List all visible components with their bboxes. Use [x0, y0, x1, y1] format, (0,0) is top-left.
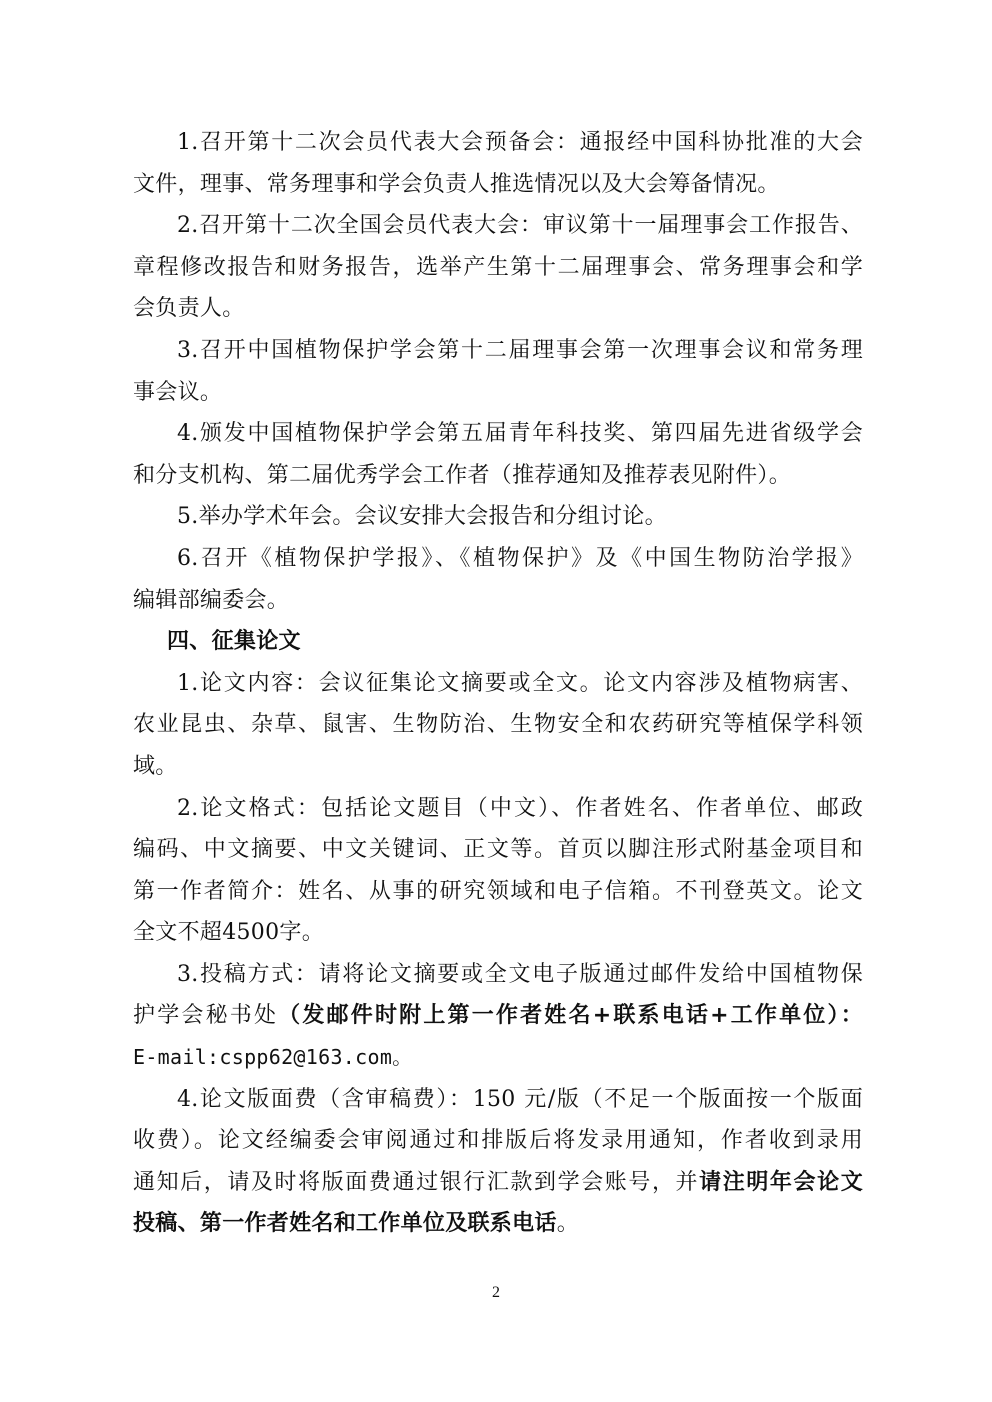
paragraph-item-5 — [133, 496, 863, 538]
bold-text-run: 投稿、第一作者姓名和工作单位及联系电话 — [133, 1211, 557, 1237]
text-line: 收费）。论文经编委会审阅通过和排版后将发录用通知，作者收到录用 — [133, 1128, 863, 1154]
paper-item-1 — [133, 663, 863, 788]
paragraph-item-3 — [133, 330, 863, 413]
text-line — [133, 995, 863, 1037]
text-line: 全文不超4500字。 — [133, 920, 324, 946]
text-line: 2.论文格式：包括论文题目（中文）、作者姓名、作者单位、邮政 — [177, 795, 863, 821]
text-line: 6.召开《植物保护学报》、《植物保护》及《中国生物防治学报》 — [177, 545, 863, 571]
text-line: 4.论文版面费（含审稿费）：150 元/版（不足一个版面按一个版面 — [177, 1086, 863, 1112]
text-line: 1.召开第十二次会员代表大会预备会：通报经中国科协批准的大会 — [177, 130, 863, 155]
text-line: 事会议。 — [133, 379, 223, 405]
text-run: 。 — [556, 1211, 580, 1237]
section-heading: 四、征集论文 — [167, 629, 301, 655]
page-number: 2 — [492, 1284, 500, 1301]
paper-item-2 — [133, 788, 863, 954]
text-line: 5.举办学术年会。会议安排大会报告和分组讨论。 — [177, 504, 667, 530]
text-line — [133, 1203, 863, 1245]
text-run: 护学会秘书处 — [133, 1003, 279, 1029]
text-run: 通知后，请及时将版面费通过银行汇款到学会账号，并 — [133, 1169, 700, 1195]
text-line: 和分支机构、第二届优秀学会工作者（推荐通知及推荐表见附件）。 — [133, 462, 792, 488]
paper-item-3 — [133, 954, 863, 1079]
text-line: 农业昆虫、杂草、鼠害、生物防治、生物安全和农药研究等植保学科领 — [133, 712, 863, 738]
paragraph-item-1 — [133, 122, 863, 205]
text-line: 编码、中文摘要、中文关键词、正文等。首页以脚注形式附基金项目和 — [133, 837, 863, 863]
bold-text-run: 请注明年会论文 — [699, 1169, 863, 1195]
text-line: 编辑部编委会。 — [133, 587, 290, 613]
text-line: 3.投稿方式：请将论文摘要或全文电子版通过邮件发给中国植物保 — [177, 961, 863, 987]
paper-item-4 — [133, 1079, 863, 1245]
text-line: 2.召开第十二次全国会员代表大会：审议第十一届理事会工作报告、 — [177, 213, 863, 239]
text-line: 第一作者简介：姓名、从事的研究领域和电子信箱。不刊登英文。论文 — [133, 878, 863, 904]
text-line: 域。 — [133, 753, 178, 779]
paragraph-item-4 — [133, 413, 863, 496]
email-address: E-mail:cspp62@163.com。 — [133, 1045, 413, 1070]
paragraph-item-6 — [133, 538, 863, 621]
text-line: 4.颁发中国植物保护学会第五届青年科技奖、第四届先进省级学会 — [177, 421, 863, 447]
text-line: 会负责人。 — [133, 296, 245, 322]
text-line: 文件，理事、常务理事和学会负责人推选情况以及大会筹备情况。 — [133, 171, 780, 197]
text-line: 章程修改报告和财务报告，选举产生第十二届理事会、常务理事会和学 — [133, 254, 863, 280]
document-body — [133, 122, 863, 1245]
text-line — [133, 1162, 863, 1204]
paragraph-item-2 — [133, 205, 863, 330]
text-line: 3.召开中国植物保护学会第十二届理事会第一次理事会议和常务理 — [177, 337, 863, 363]
bold-text-run: （发邮件时附上第一作者姓名+联系电话+工作单位）： — [278, 1003, 863, 1029]
text-line: 1.论文内容：会议征集论文摘要或全文。论文内容涉及植物病害、 — [177, 670, 863, 696]
